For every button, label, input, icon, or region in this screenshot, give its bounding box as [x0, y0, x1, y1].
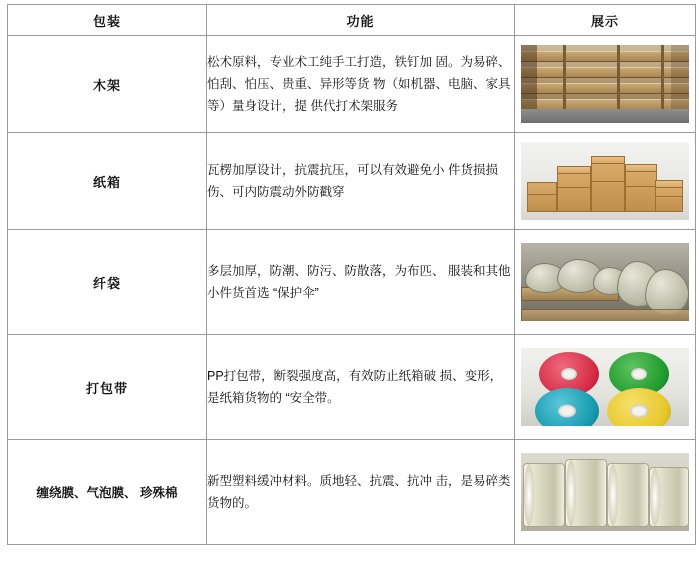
table-header-row	[8, 5, 696, 36]
packaging-description: PP打包带，断裂强度高，有效防止纸箱破 损、变形，是纸箱货物的 “安全带。	[207, 335, 515, 440]
cardboard-cartons-photo	[521, 142, 689, 220]
wooden-crates-photo	[521, 45, 689, 123]
table-row	[8, 36, 696, 133]
woven-bags-photo	[521, 243, 689, 321]
table-row	[8, 440, 696, 545]
packaging-image-cell	[515, 36, 696, 133]
packaging-name: 缠绕膜、气泡膜、 珍殊棉	[8, 440, 207, 545]
packaging-name: 纤袋	[8, 230, 207, 335]
column-header-packaging: 包装	[8, 5, 207, 36]
table-row	[8, 335, 696, 440]
column-header-display: 展示	[515, 5, 696, 36]
stretch-film-rolls-photo	[521, 453, 689, 531]
packaging-description: 多层加厚，防潮、防污、防散落，为布匹、 服装和其他小件货首选 “保护伞”	[207, 230, 515, 335]
packaging-name: 打包带	[8, 335, 207, 440]
packaging-image-cell	[515, 133, 696, 230]
column-header-function: 功能	[207, 5, 515, 36]
packaging-description: 新型塑料缓冲材料。质地轻、抗震、抗冲 击，是易碎类货物的。	[207, 440, 515, 545]
packaging-image-cell	[515, 440, 696, 545]
packaging-table	[7, 4, 696, 545]
packaging-name: 纸箱	[8, 133, 207, 230]
table-row	[8, 133, 696, 230]
table-row	[8, 230, 696, 335]
packaging-image-cell	[515, 335, 696, 440]
strapping-reels-photo	[521, 348, 689, 426]
packaging-description: 松术原料，专业术工纯手工打造，铁钉加 固。为易碎、怕刮、怕压、贵重、异形等货 物（如机器、电脑、家具等）量身设计，提 供代打术架服务	[207, 36, 515, 133]
packaging-description: 瓦楞加厚设计，抗震抗压，可以有效避免小 件货损损伤、可内防震动外防戳穿	[207, 133, 515, 230]
packaging-name: 木架	[8, 36, 207, 133]
packaging-image-cell	[515, 230, 696, 335]
